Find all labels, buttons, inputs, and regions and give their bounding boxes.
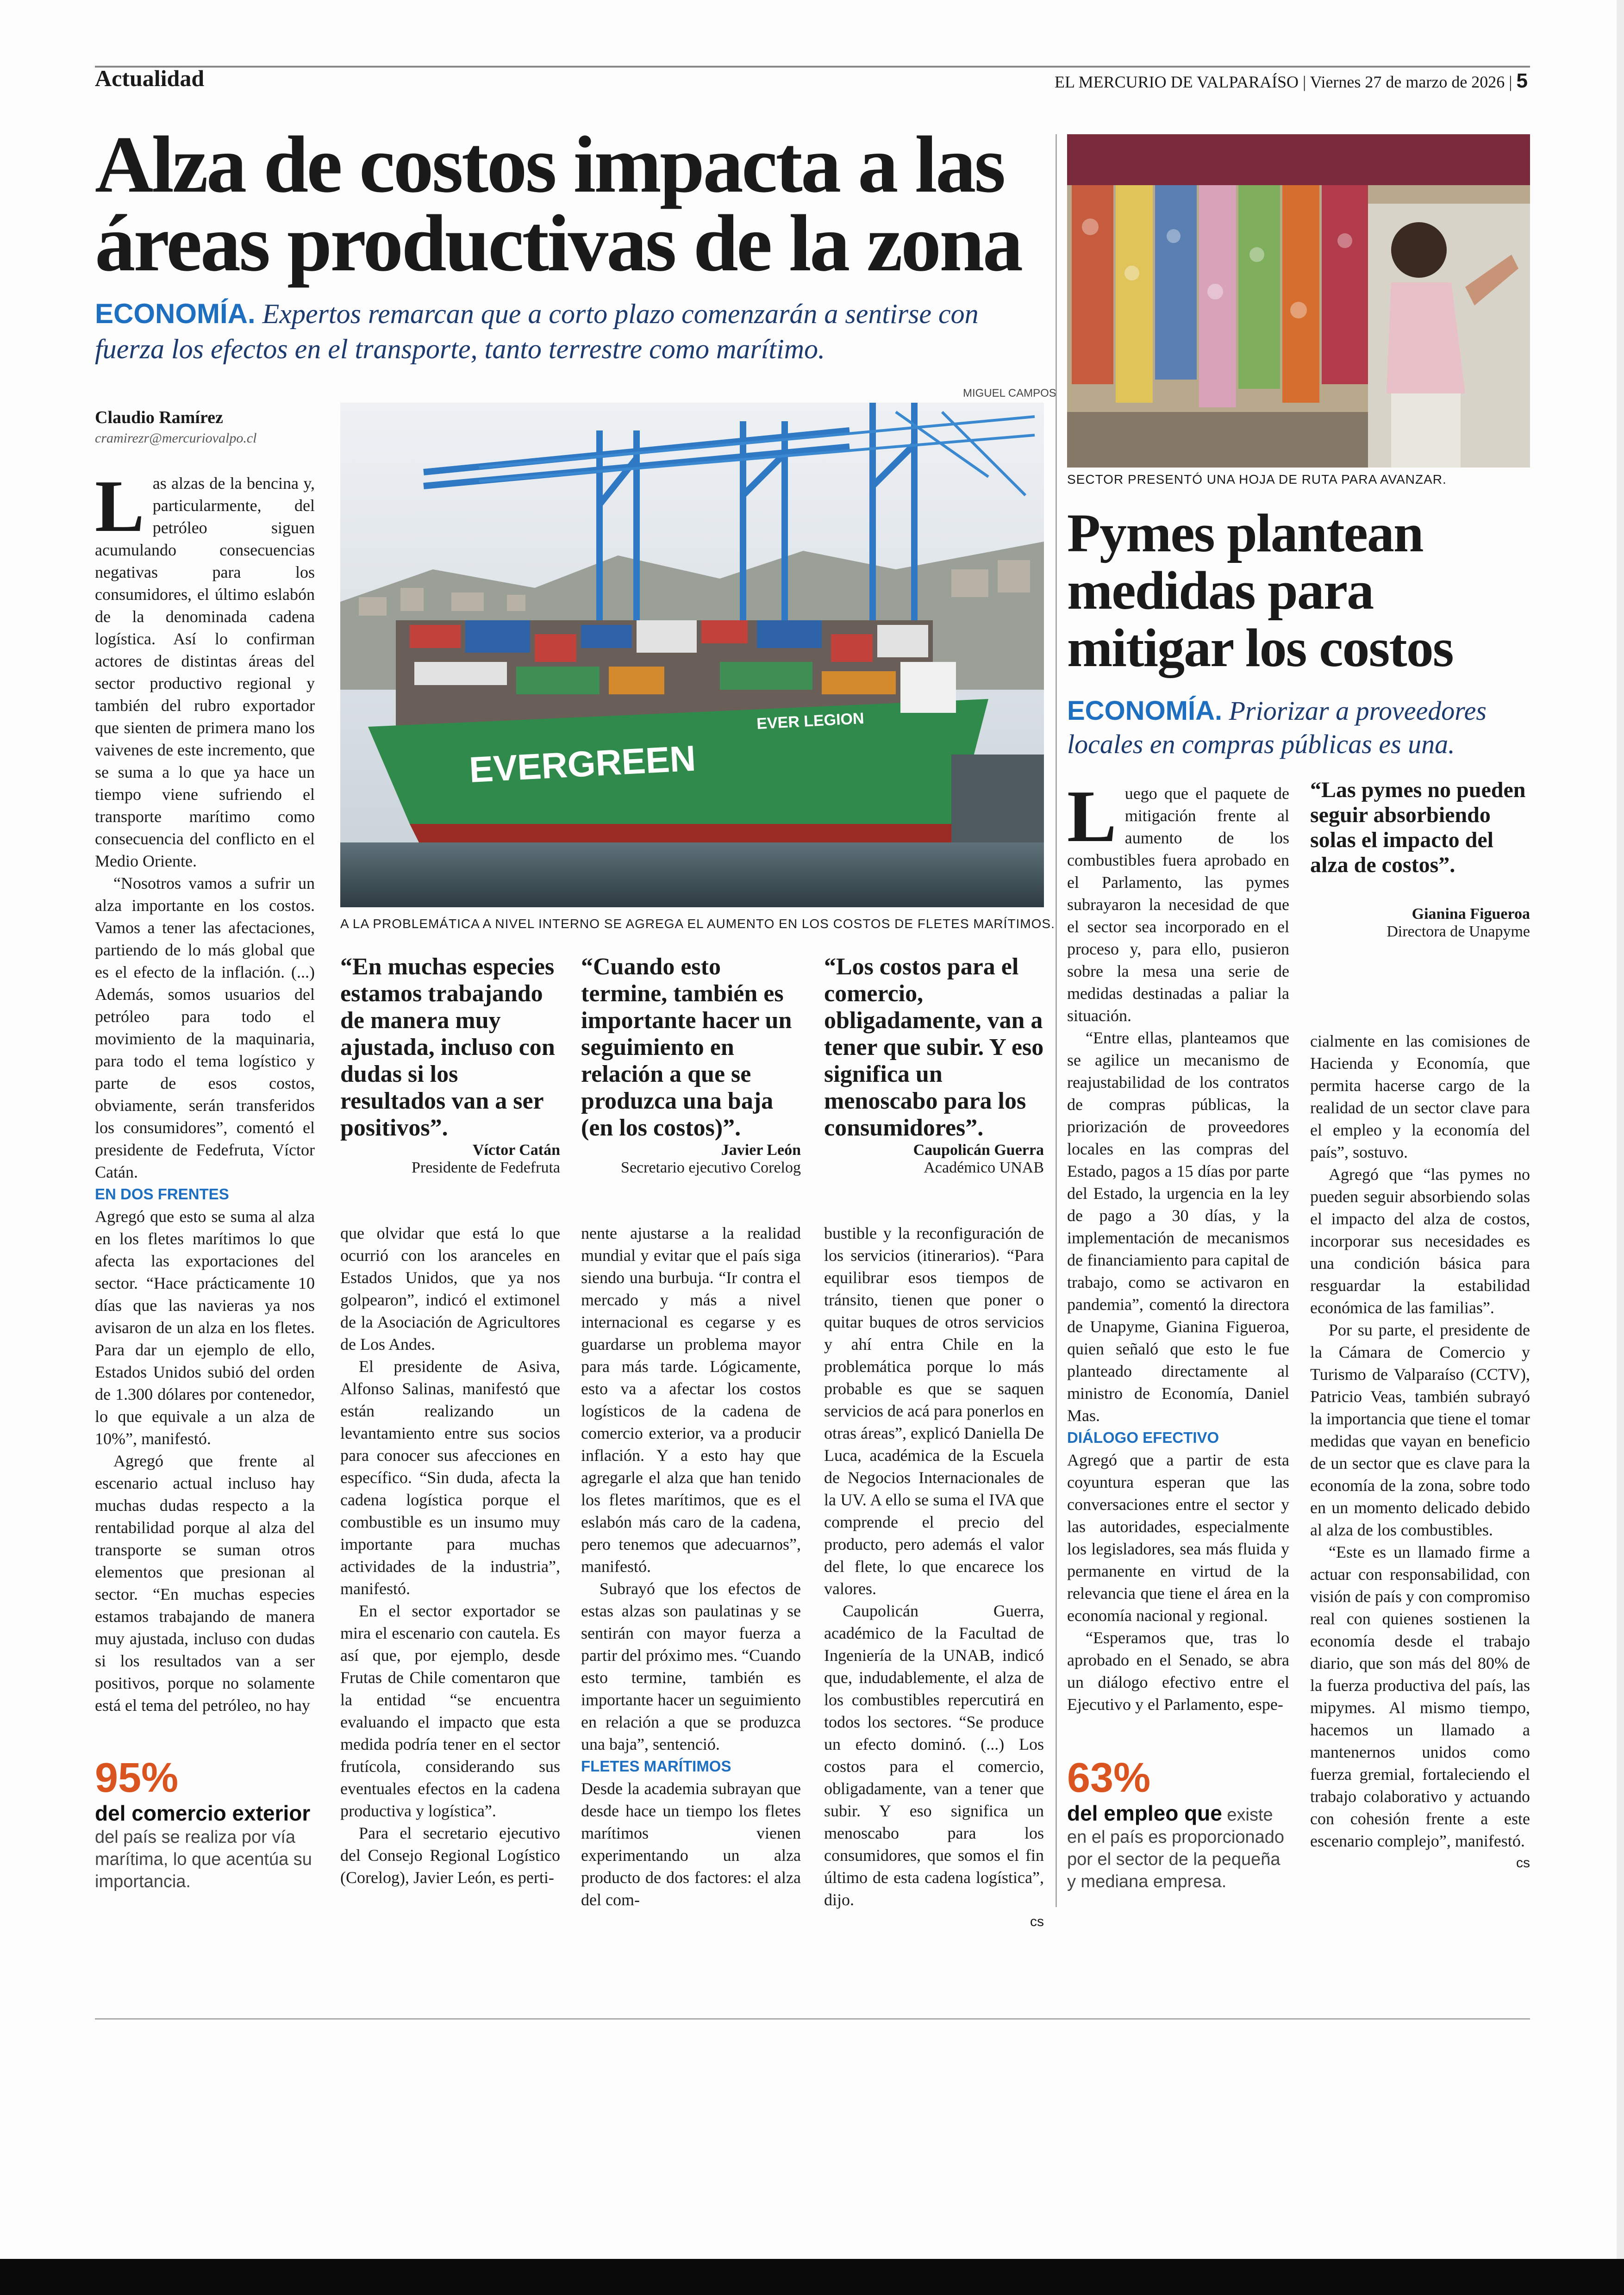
paragraph: Agregó que “las pymes no pueden seguir absorbiendo solas el impacto del alza de costos, incorporar sus necesidades es una condición básica para resguardar la estabilidad económica de las familias”.	[1310, 1165, 1530, 1317]
paragraph: En el sector exportador se mira el escenario con cautela. Es así que, por ejemplo, desde Frutas de Chile comentaron que la entidad “se encuentra evaluando el impacto que esta medida podría tener en el sector frutícola, considerando sus eventuales efectos en la cadena productiva y logística”.	[340, 1602, 560, 1820]
port-ship-photo	[340, 403, 1044, 907]
masthead	[1055, 69, 1528, 93]
author-name: Claudio Ramírez	[95, 408, 223, 427]
stat-value: 63%	[1067, 1755, 1151, 1801]
paragraph: Caupolicán Guerra, académico de la Facultad de Ingeniería de la UNAB, indicó que, indudablemente, el alza de los combustibles repercutirá en todos los sectores. “Se produce un efecto dominó. (...) Los costos para el comercio, obligadamente, van a tener que subir. Y eso significa un menoscabo para los consumidores, que somos el fin último de esta cadena logística”, dijo.	[824, 1602, 1044, 1909]
quote-role: Secretario ejecutivo Corelog	[621, 1159, 801, 1176]
page-edge	[1617, 0, 1624, 2295]
paragraph: “Nosotros vamos a sufrir un alza importante en los costos. Vamos a tener las afectaciones, partiendo de lo más global que es el efecto de la inflación. (...) Además, somos usuarios del petróleo para todo el movimiento de la maquinaria, para todo el tema logístico y parte de esos costos, obviamente, serán transferidos los consumidores”, comentó el presidente de Fedefruta, Víctor Catán.	[95, 874, 315, 1181]
footer-rule	[95, 2018, 1530, 2020]
quote-role: Académico UNAB	[924, 1159, 1044, 1176]
ship-name: EVER LEGION	[756, 709, 865, 733]
quote-name: Caupolicán Guerra	[913, 1141, 1044, 1159]
quote-name: Javier León	[721, 1141, 801, 1159]
quote-text: “Los costos para el comercio, obligadamente, van a tener que subir. Y eso significa un menoscabo para los consumidores”.	[824, 954, 1044, 1141]
quote-name: Gianina Figueroa	[1412, 905, 1530, 923]
stat-rest: del país se realiza por vía marítima, lo que acentúa su importancia.	[95, 1827, 312, 1891]
end-mark-icon: cs	[1516, 1855, 1530, 1871]
column-divider	[1056, 134, 1057, 1907]
market-illustration	[1067, 134, 1530, 468]
side-column-2	[1310, 1030, 1530, 1874]
paragraph: que olvidar que está lo que ocurrió con los aranceles en Estados Unidos, que ya nos golpearon”, indicó el extimonel de la Asociación de Agricultores de Los Andes.	[340, 1224, 560, 1353]
paragraph: “Este es un llamado firme a actuar con responsabilidad, con visión de país y con compromiso real con quienes sostienen la economía desde el trabajo diario, que son más del 80% de la fuerza productiva del país, las mipymes. Al mismo tiempo, hacemos un llamado a mantenernos unidos como fuerza gremial, fortaleciendo el trabajo colaborativo y actuando con cohesión frente a este escenario complejo”, manifestó.	[1310, 1543, 1530, 1850]
hull-text: EVERGREEN	[468, 737, 697, 790]
main-kicker	[95, 296, 1035, 367]
stat-lead: del empleo que	[1067, 1801, 1222, 1825]
paragraph: as alzas de la bencina y, particularmente, del petróleo siguen acumulando consecuencias negativas para los consumidores, el último eslabón de la denominada cadena logística. Así lo confirman actores de distintas áreas del sector productivo regional y también del rubro exportador que sienten de primera mano los vaivenes de este incremento, que se suma a lo que ya hace un tiempo viene sufriendo el transporte marítimo como consecuencia del conflicto en el Medio Oriente.	[95, 474, 315, 870]
subheading: FLETES MARÍTIMOS	[581, 1758, 731, 1775]
paragraph: Por su parte, el presidente de la Cámara de Comercio y Turismo de Valparaíso (CCTV), Patricio Veas, también subrayó la importancia que tiene el tomar medidas que vayan en beneficio de un sector que es clave para la economía de la zona, sobre todo en un momento delicado debido al alza de los combustibles.	[1310, 1321, 1530, 1539]
market-stall-photo	[1067, 134, 1530, 468]
paragraph: Agregó que a partir de esta coyuntura esperan que las conversaciones entre el sector y las autoridades, especialmente los legisladores, sea más fluida y permanente en virtud de la relevancia que tiene el área en la economía nacional y regional.	[1067, 1451, 1289, 1625]
stat-lead: del comercio exterior	[95, 1801, 311, 1825]
paragraph: Subrayó que los efectos de estas alzas son paulatinas y se sentirán con mayor fuerza a partir del próximo mes. “Cuando esto termine, también es importante hacer un seguimiento en relación a que se produzca una baja”, sentenció.	[581, 1579, 801, 1753]
kicker-tag: ECONOMÍA.	[1067, 696, 1223, 726]
end-mark-icon: cs	[1030, 1914, 1044, 1929]
pull-quote	[340, 954, 560, 1177]
masthead-text: EL MERCURIO DE VALPARAÍSO | Viernes 27 de marzo de 2026 |	[1054, 73, 1512, 91]
article-column-4	[824, 1222, 1044, 1933]
kicker-tag: ECONOMÍA.	[95, 298, 256, 329]
pull-quote	[824, 954, 1044, 1177]
stat-rest: existe en el país es proporcionado por el sector de la pequeña y mediana empresa.	[1067, 1805, 1284, 1891]
bottom-bar	[0, 2259, 1624, 2295]
side-column-1	[1067, 775, 1289, 1715]
article-column-3	[581, 1222, 801, 1911]
quote-text: “Las pymes no pueden seguir absorbiendo solas el impacto del alza de costos”.	[1310, 778, 1526, 877]
paragraph: bustible y la reconfiguración de los servicios (itinerarios). “Para equilibrar esos tiempos de tránsito, tienen que poner o quitar buques de otros servicios y ahí entra Chile en la problemática porque lo más probable es que se saquen servicios de acá para ponerlos en otras áreas”, explicó Daniella De Luca, académica de la Escuela de Negocios Internacionales de la UV. A ello se suma el IVA que comprende el precio del producto, pero además el valor del flete, lo que encarece los valores.	[824, 1224, 1044, 1598]
photo-credit: MIGUEL CAMPOS	[963, 387, 1056, 399]
paragraph: cialmente en las comisiones de Hacienda y Economía, que permita hacerse cargo de la realidad de un sector clave para el empleo y la economía del país”, sostuvo.	[1310, 1032, 1530, 1161]
drop-cap: L	[1067, 775, 1117, 857]
side-pull-quote	[1310, 778, 1530, 941]
quote-text: “En muchas especies estamos trabajando de manera muy ajustada, incluso con dudas si los resultados van a ser positivos”.	[340, 954, 555, 1141]
quote-text: “Cuando esto termine, también es importante hacer un seguimiento en relación a que se produzca una baja (en los costos)”.	[581, 954, 792, 1141]
main-photo-caption: A LA PROBLEMÁTICA A NIVEL INTERNO SE AGREGA EL AUMENTO EN LOS COSTOS DE FLETES MARÍTIMOS.	[340, 917, 1055, 931]
stat-description	[1067, 1802, 1289, 1893]
paragraph: El presidente de Asiva, Alfonso Salinas, manifestó que están realizando un levantamiento entre sus socios para conocer sus afecciones en específico. “Sin duda, afecta la cadena logística porque el combustible es un insumo muy importante para muchas actividades de la industria”, manifestó.	[340, 1357, 560, 1598]
stat-value: 95%	[95, 1755, 179, 1801]
pull-quote	[581, 954, 801, 1177]
page-number: 5	[1516, 69, 1528, 92]
article-column-2	[340, 1222, 560, 1889]
paragraph: uego que el paquete de mitigación frente al aumento de los combustibles fuera aprobado en el Parlamento, las pymes subrayaron la necesidad de que el sector sea incorporado en el proceso y, para ello, pusieron sobre la mesa una serie de medidas destinadas a paliar la situación.	[1067, 784, 1289, 1025]
side-kicker	[1067, 694, 1530, 761]
port-ship-illustration	[340, 403, 1044, 907]
stat-box	[95, 1754, 317, 1893]
subheading: EN DOS FRENTES	[95, 1185, 229, 1203]
quote-name: Víctor Catán	[472, 1141, 560, 1159]
paragraph: Desde la academia subrayan que desde hace un tiempo los fletes marítimos vienen experimentando un alza producto de dos factores: el alza del com-	[581, 1779, 801, 1909]
main-headline: Alza de costos impacta a las áreas productivas de la zona	[95, 119, 1022, 288]
paragraph: “Esperamos que, tras lo aprobado en el Senado, se abra un diálogo efectivo entre el Ejecutivo y el Parlamento, espe-	[1067, 1628, 1289, 1714]
quote-role: Directora de Unapyme	[1387, 923, 1530, 940]
quote-role: Presidente de Fedefruta	[412, 1159, 560, 1176]
kicker-text: Expertos remarcan que a corto plazo comenzarán a sentirse con fuerza los efectos en el transporte, tanto terrestre como marítimo.	[95, 299, 979, 364]
paragraph: “Entre ellas, planteamos que se agilice un mecanismo de reajustabilidad de los contratos de compras públicas, la priorización de proveedores locales en las compras del Estado, pagos a 15 días por parte del Estado, la urgencia en la ley de pago a 30 días, y la implementación de mecanismos de financiamiento para capital de trabajo, como se activaron en pandemia”, comentó la directora de Unapyme, Gianina Figueroa, quien señaló que esto le fue planteado directamente al ministro de Economía, Daniel Mas.	[1067, 1029, 1289, 1425]
section-title: Actualidad	[95, 65, 205, 91]
paragraph: nente ajustarse a la realidad mundial y evitar que el país siga siendo una burbuja. “Ir contra el mercado y más a nivel internacional es cegarse y es guardarse un problema mayor para más tarde. Lógicamente, esto va a afectar los costos logísticos de la cadena de comercio exterior, va a producir inflación. Y a esto hay que agregarle el alza que han tenido los fletes marítimos, que es el eslabón más caro de la cadena, pero tenemos que adecuarnos”, manifestó.	[581, 1224, 801, 1576]
header-rule	[95, 66, 1530, 68]
author-email: cramirezr@mercuriovalpo.cl	[95, 430, 257, 446]
drop-cap: L	[95, 465, 144, 547]
paragraph: Agregó que frente al escenario actual incluso hay muchas dudas respecto a la rentabilidad porque al alza del transporte se suman otros elementos que presionan al sector. “En muchas especies estamos trabajando de manera muy ajustada, incluso con dudas si los resultados van a ser positivos, porque no solamente está el tema del petróleo, no hay	[95, 1452, 315, 1715]
article-column-1	[95, 465, 315, 1716]
paragraph: Para el secretario ejecutivo del Consejo Regional Logístico (Corelog), Javier León, es perti-	[340, 1824, 560, 1887]
stat-description	[95, 1802, 317, 1893]
side-photo-caption: SECTOR PRESENTÓ UNA HOJA DE RUTA PARA AVANZAR.	[1067, 472, 1447, 486]
stat-box	[1067, 1754, 1289, 1893]
side-headline: Pymes plantean medidas para mitigar los costos	[1067, 503, 1453, 678]
kicker-text: Priorizar a proveedores locales en compras públicas es una.	[1067, 696, 1487, 759]
subheading: DIÁLOGO EFECTIVO	[1067, 1429, 1219, 1446]
paragraph: Agregó que esto se suma al alza en los fletes marítimos lo que afecta las exportaciones del sector. “Hace prácticamente 10 días que las navieras ya nos avisaron de un alza en los fletes. Para dar un ejemplo de ello, Estados Unidos subió del orden de 1.300 dólares por contenedor, lo que equivale a un alza de 10%”, manifestó.	[95, 1207, 315, 1448]
